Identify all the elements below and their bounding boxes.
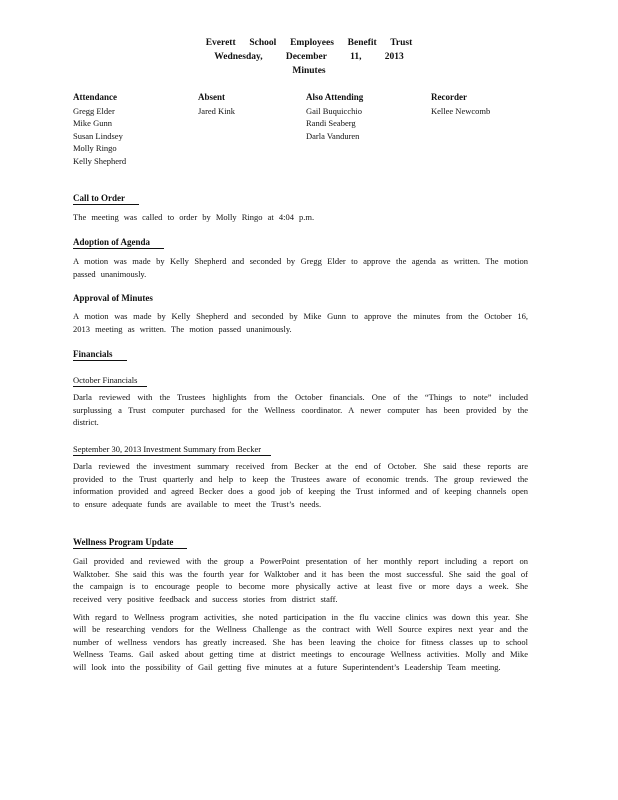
financials-section [73,348,528,367]
investment-summary-text: Darla reviewed the investment summary received from Becker at the end of October. She said these reports are provided to the Trust quarterly and help to keep the Trustees aware of economic trends. The group reviewed the information provided and agreed Becker does a good job of keeping the Trust informed and of keeping channels open to ensure adequate funds are available to meet the Trust’s needs. [73,461,528,509]
wellness-section [73,536,528,673]
recorder-name: Kellee Newcomb [431,105,491,116]
also-attending-name: Darla Vanduren [306,130,360,141]
approval-text: A motion was made by Kelly Shepherd and seconded by Mike Gunn to approve the minutes from the October 16, 2013 meeting as written. The motion passed unanimously. [73,311,528,334]
october-financials-text: Darla reviewed with the Trustees highlights from the October financials. One of the “Things to note” included surplussing a Trust computer purchased for the Wellness coordinator. A newer computer has been provided by the district. [73,392,528,428]
adoption-heading: Adoption of Agenda [73,236,164,249]
recorder-heading: Recorder [431,92,467,102]
call-to-order-heading: Call to Order [73,192,139,205]
call-to-order-section [73,192,528,224]
document-title: Everett School Employees Benefit Trust [205,38,413,48]
wellness-paragraph: With regard to Wellness program activities, she noted participation in the flu vaccine clinics was down this year. She will be researching vendors for the Wellness Challenge as the contract with Well Source expires next year and the number of wellness vendors has greatly increased. She has been leaving the choice for fitness classes up to school Wellness Teams. Gail asked about getting time at district meetings to encourage Wellness activities. Molly and Mike will look into the possibility of Gail getting five minutes at a future Superintendent’s Leadership Team meeting. [73,612,528,672]
october-financials-section [73,374,528,429]
attendee-name: Mike Gunn [73,118,112,129]
attendee-name: Susan Lindsey [73,130,123,141]
also-attending-column [306,91,363,142]
attendee-name: Gregg Elder [73,105,115,116]
financials-heading: Financials [73,348,127,361]
also-attending-heading: Also Attending [306,92,364,102]
adoption-section [73,236,528,280]
absent-heading: Absent [198,92,226,102]
investment-summary-heading: September 30, 2013 Investment Summary from Becker [73,443,271,456]
wellness-paragraph: Gail provided and reviewed with the group a PowerPoint presentation of her monthly report including a report on Walktober. She said this was the fourth year for Walktober and it has been the most successful. She said the goal of the campaign is to encourage people to become more physically active at least five or more days a week. She received very positive feedback and success stories from district staff. [73,556,528,604]
also-attending-name: Randi Seaberg [306,118,356,129]
absent-name: Jared Kink [198,105,236,116]
recorder-column [431,91,490,117]
attendance-column [73,91,126,168]
wellness-heading: Wellness Program Update [73,536,187,549]
attendee-name: Kelly Shepherd [73,155,127,166]
call-to-order-text: The meeting was called to order by Molly Ringo at 4:04 p.m. [73,212,315,223]
attendance-heading: Attendance [73,92,117,102]
investment-summary-section [73,443,528,510]
adoption-text: A motion was made by Kelly Shepherd and seconded by Gregg Elder to approve the agenda as written. The motion passed unanimously. [73,256,528,279]
meeting-date: Wednesday, December 11, 2013 [214,52,404,62]
october-financials-heading: October Financials [73,374,147,387]
also-attending-name: Gail Buquicchio [306,105,362,116]
attendee-name: Molly Ringo [73,143,117,154]
document-subtitle: Minutes [292,66,326,76]
approval-heading: Approval of Minutes [73,293,153,303]
absent-column [198,91,235,117]
approval-section [73,292,528,335]
